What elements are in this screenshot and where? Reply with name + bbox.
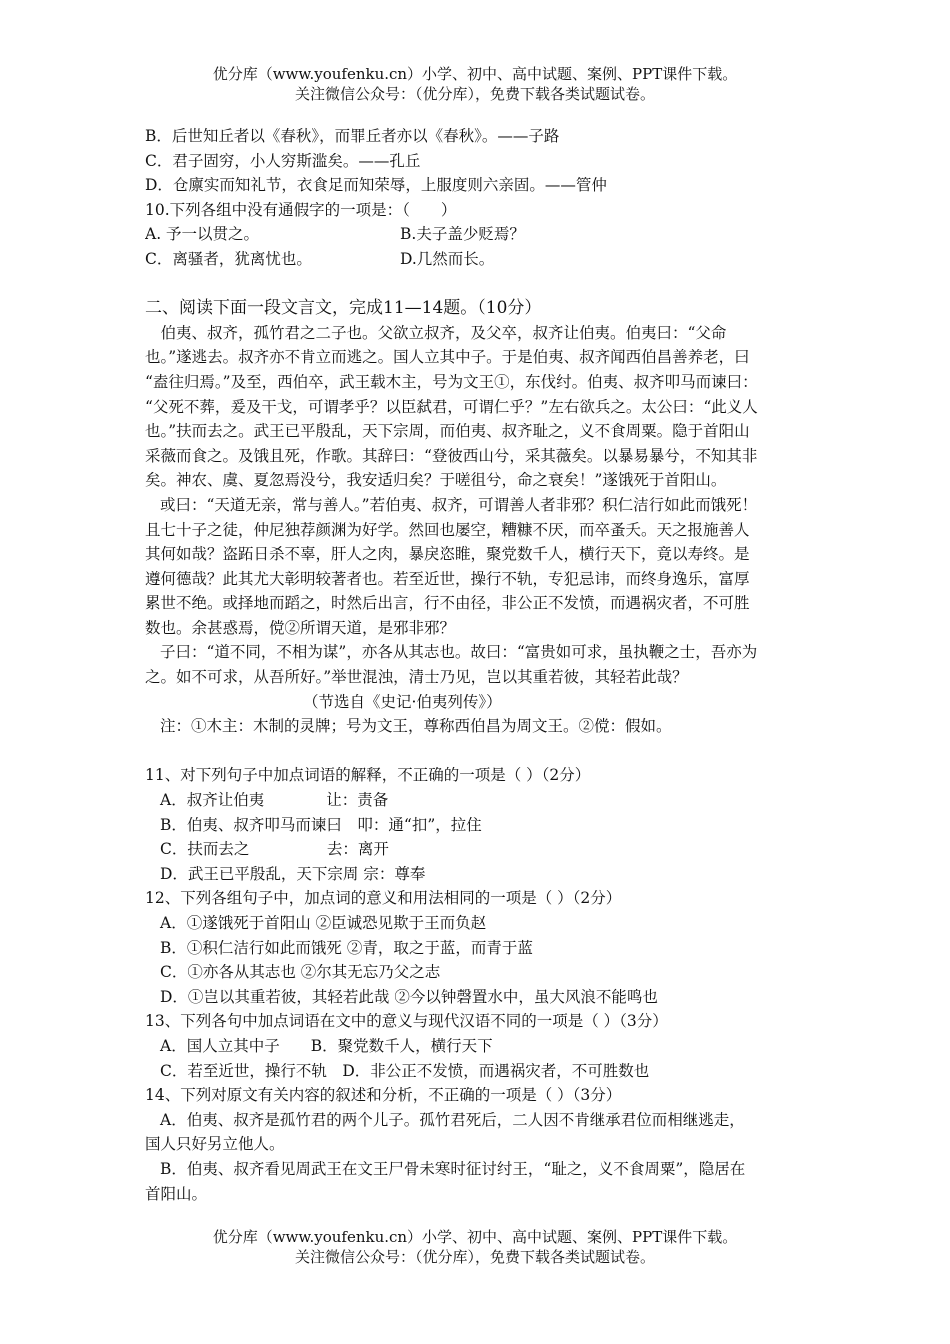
q14-option-a-line-2: 国人只好另立他人。 [145,1135,285,1154]
section-2-title: 二、阅读下面一段文言文，完成11—14题。（10分） [145,298,542,319]
passage-line: 其何如哉？盗跖日杀不辜，肝人之肉，暴戾恣睢，聚党数千人，横行天下，竟以寿终。是 [145,545,750,564]
q10-options-row-2 [145,247,810,272]
spacer [145,739,810,764]
passage-line: 累世不绝。或择地而蹈之，时然后出言，行不由径，非公正不发愤，而遇祸灾者，不可胜 [145,594,750,613]
passage-line: 之。如不可求，从吾所好。”举世混浊，清士乃见，岂以其重若彼，其轻若此哉？ [145,668,688,687]
passage [145,321,810,690]
passage-line: 矣。神农、虞、夏忽焉没兮，我安适归矣？于嗟徂兮，命之衰矣！”遂饿死于首阳山。 [145,471,727,490]
passage-line: 子曰：“道不同，不相为谋”，亦各从其志也。故曰：“富贵如可求，虽执鞭之士，吾亦为 [160,643,758,662]
q11-option-c: C．扶而去之 去：离开 [160,840,389,859]
q13-options-row-2: C．若至近世，操行不轨 D．非公正不发愤，而遇祸灾者，不可胜数也 [160,1061,650,1080]
passage-line: 也。”遂逃去。叔齐亦不肯立而逃之。国人立其中子。于是伯夷、叔齐闻西伯昌善养老，曰 [145,348,750,367]
q10-option-b: B.夫子盖少贬焉？ [400,225,525,244]
q12-option-d: D．①岂以其重若彼，其轻若此哉 ②今以钟磬置水中，虽大风浪不能鸣也 [160,987,658,1006]
passage-line: “父死不葬，爰及干戈，可谓孝乎？以臣弑君，可谓仁乎？”左右欲兵之。太公曰：“此义人 [145,397,758,416]
passage-line: 采薇而食之。及饿且死，作歌。其辞曰：“登彼西山兮，采其薇矣。以暴易暴兮，不知其非 [145,446,758,465]
q9-option-c: C．君子固穷，小人穷斯滥矣。——孔丘 [145,151,421,170]
q9-option-b: B．后世知丘者以《春秋》，而罪丘者亦以《春秋》。——子路 [145,127,560,145]
passage-line: “盍往归焉。”及至，西伯卒，武王载木主，号为文王①，东伐纣。伯夷、叔齐叩马而谏曰： [145,372,758,391]
footer-line-2: 关注微信公众号：（优分库），免费下载各类试题试卷。 [294,1248,655,1266]
passage-line: 也。”扶而去之。武王已平殷乱，天下宗周，而伯夷、叔齐耻之，义不食周粟。隐于首阳山 [145,422,750,441]
passage-line: 数也。余甚惑焉，傥②所谓天道，是邪非邪？ [145,618,456,637]
q11-option-d: D．武王已平殷乱，天下宗周 宗：尊奉 [160,864,426,883]
page-header [0,64,950,104]
q10-stem: 10.下列各组中没有通假字的一项是：（ ） [145,200,457,219]
header-line-1: 优分库（www.youfenku.cn）小学、初中、高中试题、案例、PPT课件下载。 [212,65,738,83]
document-body [145,124,810,1206]
q10-option-d: D.几然而长。 [400,249,495,268]
q9-option-d: D．仓廪实而知礼节，衣食足而知荣辱，上服度则六亲固。——管仲 [145,176,607,195]
q14-stem: 14、下列对原文有关内容的叙述和分析，不正确的一项是（ ）（3分） [145,1086,622,1105]
q11-option-a: A．叔齐让伯夷 让：责备 [160,791,389,810]
passage-note: 注：①木主：木制的灵牌；号为文王，尊称西伯昌为周文王。②傥：假如。 [160,717,672,736]
q13-stem: 13、下列各句中加点词语在文中的意义与现代汉语不同的一项是（ ）（3分） [145,1012,668,1031]
q12-option-a: A．①遂饿死于首阳山 ②臣诚恐见欺于王而负赵 [160,914,487,932]
q14-option-a-line-1: A．伯夷、叔齐是孤竹君的两个儿子。孤竹君死后，二人因不肯继承君位而相继逃走， [160,1110,745,1129]
q12-option-c: C．①亦各从其志也 ②尔其无忘乃父之志 [160,963,441,982]
q12-stem: 12、下列各组句子中，加点词的意义和用法相同的一项是（ ）（2分） [145,889,622,908]
passage-line: 且七十子之徒，仲尼独荐颜渊为好学。然回也屡空，糟糠不厌，而卒蚤夭。天之报施善人 [145,520,750,539]
q14-option-b-line-1: B．伯夷、叔齐看见周武王在文王尸骨未寒时征讨纣王，“耻之，义不食周粟”，隐居在 [160,1159,746,1178]
q12-option-b: B．①积仁洁行如此而饿死 ②青，取之于蓝，而青于蓝 [160,938,533,957]
passage-line: 遵何德哉？此其尤大彰明较著者也。若至近世，操行不轨，专犯忌讳，而终身逸乐，富厚 [145,569,750,588]
q10-option-c: C．离骚者，犹离忧也。 [145,249,312,268]
q11-option-b: B．伯夷、叔齐叩马而谏曰 叩：通“扣”，拉住 [160,815,482,834]
header-line-2: 关注微信公众号：（优分库），免费下载各类试题试卷。 [294,85,655,103]
passage-line: 或曰：“天道无亲，常与善人。”若伯夷、叔齐，可谓善人者非邪？积仁洁行如此而饿死！ [160,495,758,514]
q11-stem: 11、对下列句子中加点词语的解释，不正确的一项是（ ）（2分） [145,766,591,785]
passage-citation: （节选自《史记·伯夷列传》） [303,692,502,711]
q13-options-row-1: A．国人立其中子 B．聚党数千人，横行天下 [160,1036,493,1055]
passage-line: 伯夷、叔齐，孤竹君之二子也。父欲立叔齐，及父卒，叔齐让伯夷。伯夷曰：“父命 [145,323,727,342]
footer-line-1: 优分库（www.youfenku.cn）小学、初中、高中试题、案例、PPT课件下载。 [212,1228,738,1246]
q10-options-row-1 [145,222,810,247]
page-footer [0,1227,950,1267]
q14-option-b-line-2: 首阳山。 [145,1184,208,1203]
spacer [145,272,810,297]
q10-option-a: A. 予一以贯之。 [145,225,260,244]
